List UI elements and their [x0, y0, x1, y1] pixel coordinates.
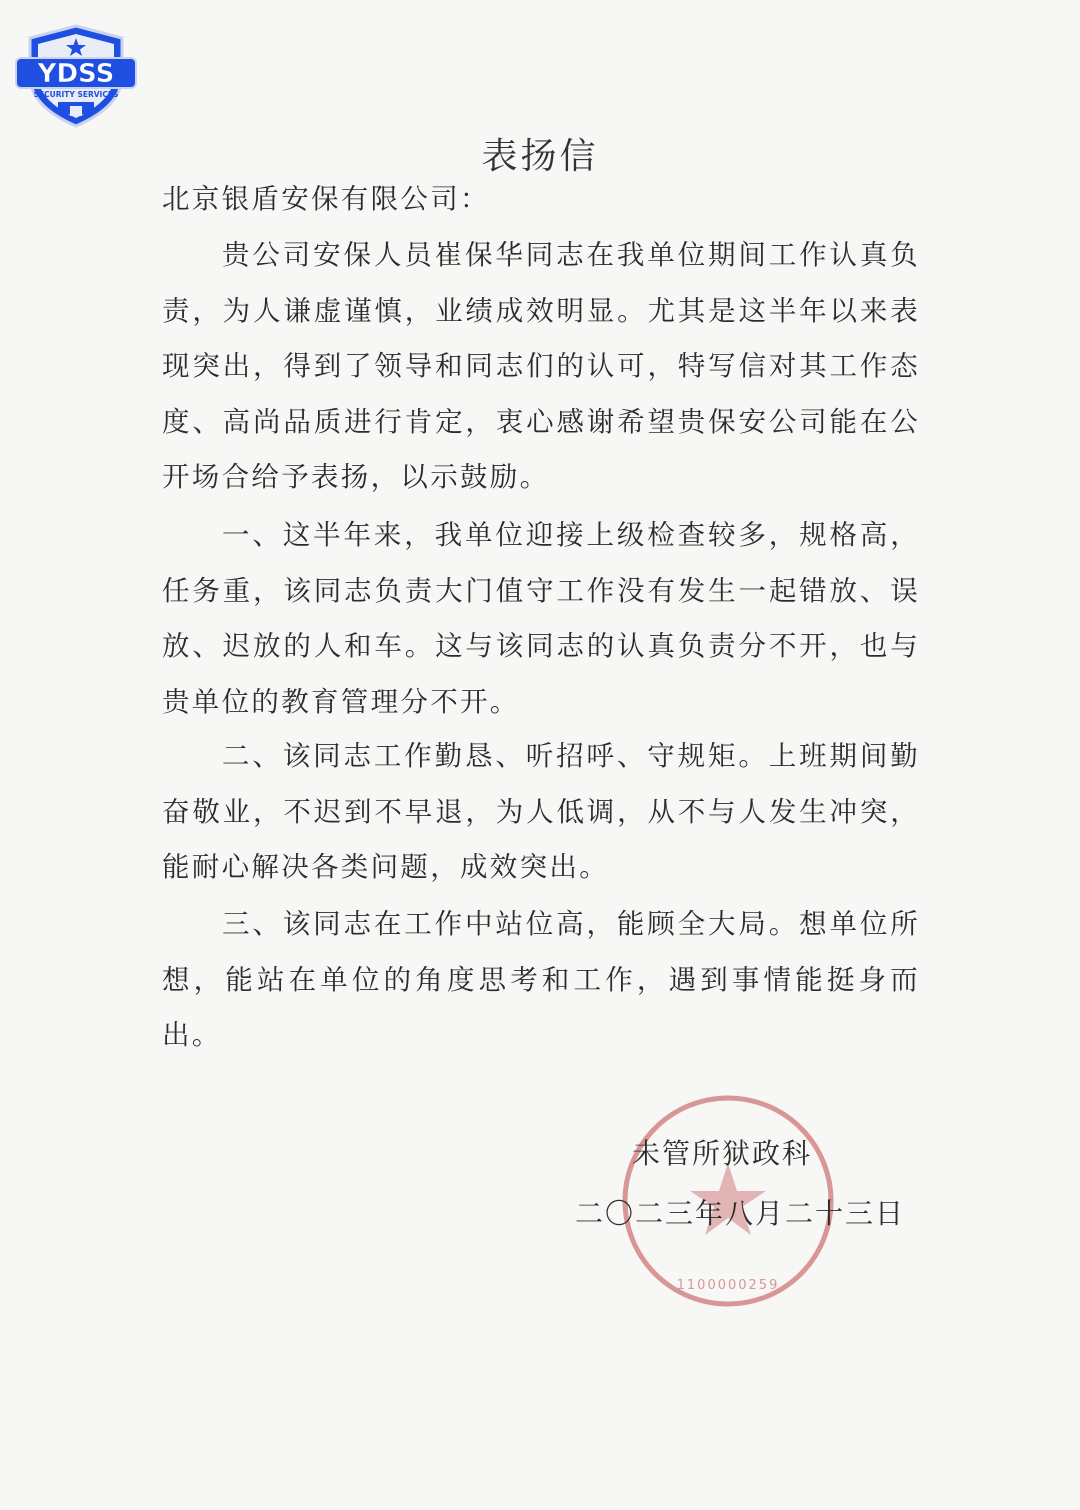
signature-date: 二〇二三年八月二十三日 — [575, 1197, 906, 1230]
ydss-logo — [14, 24, 138, 128]
signature-department: 未管所狱政科 — [632, 1137, 813, 1170]
svg-text:SECURITY SERVICES: SECURITY SERVICES — [33, 90, 119, 99]
paragraph-point-1: 一、这半年来，我单位迎接上级检查较多，规格高，任务重，该同志负责大门值守工作没有发生一起错放、误放、迟放的人和车。这与该同志的认真负责分不开，也与贵单位的教育管理分不开。 — [162, 519, 920, 718]
document-title: 表扬信 — [481, 136, 599, 177]
paragraph-point-2: 二、该同志工作勤恳、听招呼、守规矩。上班期间勤奋敬业，不迟到不早退，为人低调，从不与人发生冲突，能耐心解决各类问题，成效突出。 — [162, 740, 920, 883]
salutation: 北京银盾安保有限公司： — [162, 183, 490, 215]
svg-text:1100000259: 1100000259 — [676, 1278, 780, 1293]
paragraph-point-3: 三、该同志在工作中站位高，能顾全大局。想单位所想，能站在单位的角度思考和工作，遇到事情能挺身而出。 — [162, 908, 920, 1051]
paragraph-intro: 贵公司安保人员崔保华同志在我单位期间工作认真负责，为人谦虚谨慎，业绩成效明显。尤其是这半年以来表现突出，得到了领导和同志们的认可，特写信对其工作态度、高尚品质进行肯定，衷心感谢希望贵保安公司能在公开场合给予表扬，以示鼓励。 — [162, 239, 920, 493]
svg-text:YDSS: YDSS — [37, 59, 115, 89]
